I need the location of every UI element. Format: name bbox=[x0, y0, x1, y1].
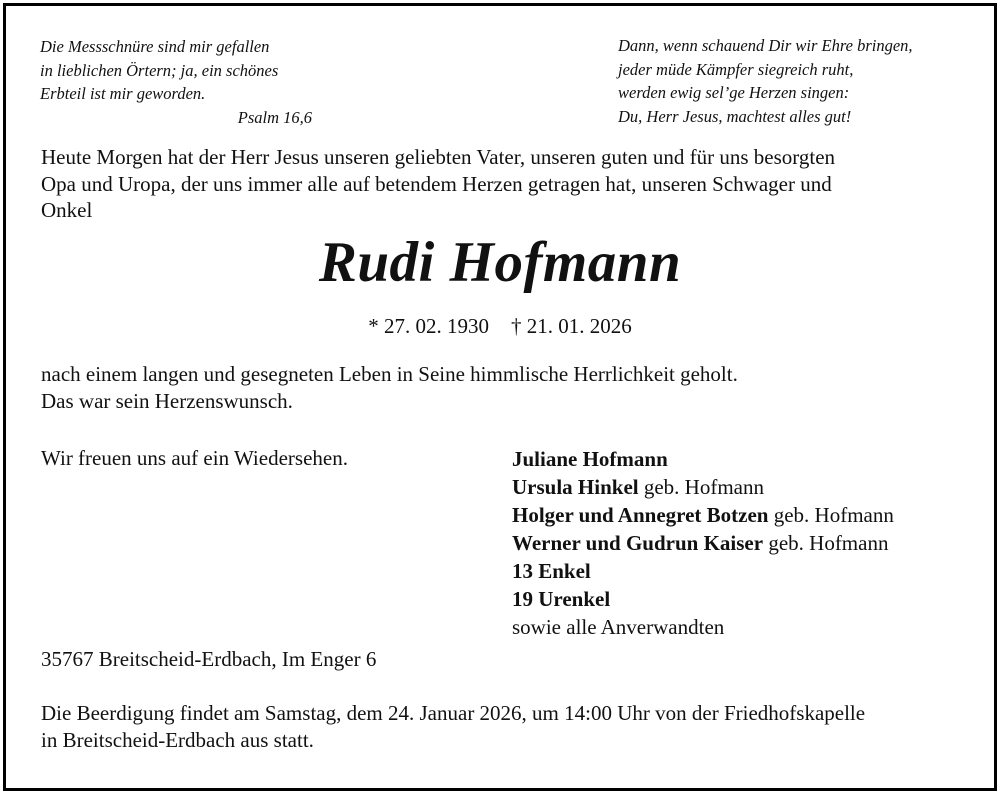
intro-line: Heute Morgen hat der Herr Jesus unseren geliebten Vater, unseren guten und für uns besorgten bbox=[41, 145, 836, 169]
family-address: 35767 Breitscheid-Erdbach, Im Enger 6 bbox=[41, 647, 377, 671]
family-name: Werner und Gudrun Kaiser bbox=[512, 531, 764, 555]
family-entry bbox=[512, 585, 894, 613]
family-entry bbox=[512, 501, 894, 529]
farewell-text: Wir freuen uns auf ein Wiedersehen. bbox=[41, 446, 348, 470]
family-entry bbox=[512, 445, 894, 473]
family-entry bbox=[512, 473, 894, 501]
family-name: 13 Enkel bbox=[512, 559, 591, 583]
family-suffix: sowie alle Anverwandten bbox=[512, 615, 725, 639]
verse-line: Die Messschnüre sind mir gefallen bbox=[40, 37, 270, 56]
family-entry bbox=[512, 557, 894, 585]
closing-line: Das war sein Herzenswunsch. bbox=[41, 388, 293, 413]
hymn-line: werden ewig sel’ge Herzen singen: bbox=[618, 83, 850, 102]
intro-line: Onkel bbox=[41, 198, 93, 222]
obituary-notice bbox=[3, 3, 997, 791]
death-date: † 21. 01. 2026 bbox=[511, 314, 632, 338]
hymn-line: Du, Herr Jesus, machtest alles gut! bbox=[618, 106, 852, 126]
birth-date: * 27. 02. 1930 bbox=[368, 314, 489, 338]
family-name: Holger und Annegret Botzen bbox=[512, 503, 769, 527]
closing-line: nach einem langen und gesegneten Leben in Seine himmlische Herrlichkeit geholt. bbox=[41, 362, 738, 386]
family-suffix: geb. Hofmann bbox=[763, 531, 889, 555]
family-suffix: geb. Hofmann bbox=[768, 503, 894, 527]
family-name: 19 Urenkel bbox=[512, 587, 611, 611]
deceased-name: Rudi Hofmann bbox=[318, 231, 682, 294]
intro-text bbox=[41, 144, 835, 224]
bible-verse bbox=[40, 35, 312, 129]
family-list bbox=[512, 445, 894, 641]
family-suffix: geb. Hofmann bbox=[638, 475, 764, 499]
life-dates bbox=[6, 313, 994, 339]
family-entry bbox=[512, 529, 894, 557]
verse-source: Psalm 16,6 bbox=[237, 107, 312, 127]
family-name: Ursula Hinkel bbox=[512, 475, 639, 499]
closing-text bbox=[41, 361, 738, 414]
hymn-line: Dann, wenn schauend Dir wir Ehre bringen, bbox=[618, 36, 913, 55]
verse-line: in lieblichen Örtern; ja, ein schönes bbox=[40, 60, 279, 80]
family-entry bbox=[512, 613, 894, 641]
hymn-line: jeder müde Kämpfer siegreich ruht, bbox=[618, 59, 854, 79]
hymn-verse bbox=[618, 34, 913, 128]
verse-line: Erbteil ist mir geworden. bbox=[40, 84, 206, 103]
funeral-line: Die Beerdigung findet am Samstag, dem 24. Januar 2026, um 14:00 Uhr von der Friedhofskapelle bbox=[41, 701, 866, 725]
intro-line: Opa und Uropa, der uns immer alle auf betendem Herzen getragen hat, unseren Schwager und bbox=[41, 171, 832, 196]
family-name: Juliane Hofmann bbox=[512, 447, 668, 471]
funeral-line: in Breitscheid-Erdbach aus statt. bbox=[41, 727, 314, 752]
funeral-info bbox=[41, 700, 865, 753]
